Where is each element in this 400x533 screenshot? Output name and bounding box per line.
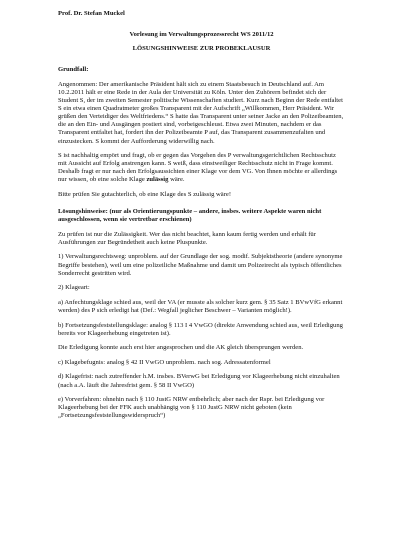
author: Prof. Dr. Stefan Muckel [58,10,125,17]
solution-item-2: 2) Klageart: [58,284,90,292]
case-paragraph-2-end: wäre. [168,176,185,184]
solution-item-2b: b) Fortsetzungsfeststellungsklage: analog § 113 I 4 VwGO (direkte Anwendung schied aus, weil Erledigung bereits vor Klageerhebung eingetreten ist). [58,321,343,337]
emphasis-zulaessig: zulässig [146,176,169,184]
solution-item-4: d) Klagefrist: nach zutreffender h.M. insbes. BVerwG bei Erledigung vor Klageerhebung nicht einzuhalten (nach a.A. läuft die Jahresfrist gem. § 58 II VwGO) [58,373,340,389]
solution-item-3: c) Klagebefugnis: analog § 42 II VwGO unproblem. nach sog. Adressatenformel [58,358,271,366]
course-title: Vorlesung im Verwaltungsprozessrecht WS 2011/12 [129,31,274,39]
document-title: LÖSUNGSHINWEISE ZUR PROBEKLAUSUR [132,45,271,53]
solution-intro: Zu prüfen ist nur die Zulässigkeit. Wer das nicht beachtet, kann kaum fertig werden und erhält für Ausführungen zur Begründetheit auch keine Pluspunkte. [58,230,316,246]
solution-item-2c: Die Erledigung konnte auch erst hier angesprochen und die AK gleich übersprungen werden. [58,344,304,352]
case-paragraph-2 [58,152,345,184]
section-heading-loesung: Lösungshinweise: (nur als Orientierungspunkte – andere, insbes. weitere Aspekte waren nicht ausgeschlossen, wenn sie vertretbar erschienen) [58,208,322,224]
case-paragraph-1: Angenommen: Der amerikanische Präsident hält sich zu einem Staatsbesuch in Deutschland auf. Am 10.2.2011 hält er eine Rede in der Aula der Universität zu Köln. Unter den Zuhörern befindet sich der Student S, der im zweiten Semester politische Wissenschaften studiert. Kurz nach Beginn der Rede entfaltet S ein etwa einen Quadratmeter großes Transparent mit der Aufschrift „Willkommen, Herr Präsident. Wir grüßen den Verteidiger des Weltfriedens.“ S hatte das Transparent unter seiner Jacke an den Polizeibeamten, die an den Ein- und Ausgängen postiert sind, vorbeigeschleust. Etwa zwei Minuten, nachdem er das Transparent entfaltet hat, fordert ihn der Polizeibeamte P auf, das Transparent zusammenzufalten und einzustecken. S kommt der Aufforderung widerwillig nach. [58,80,344,145]
case-paragraph-2-text: S ist nachhaltig empört und fragt, ob er gegen das Vorgehen des P verwaltungsgerichtlichen Rechtsschutz mit Aussicht auf Erfolg anstrengen kann. S weiß, dass einstweiliger Rechtsschutz nicht in Frage kommt. Deshalb fragt er nur nach den Erfolgsaussichten einer Klage vor dem VG. Von Ihnen möchte er allerdings nur wissen, ob eine solche Klage [58,152,338,184]
solution-item-5: e) Vorverfahren: ohnehin nach § 110 JustG NRW entbehrlich; aber nach der Rspr. bei Erledigung vor Klageerhebung bei der FFK auch unabhängig von § 110 JustG NRW nicht geboten (kein „Fortsetzungsfeststellungswiderspruch“) [58,396,325,420]
solution-item-1: 1) Verwaltungsrechtsweg: unproblem. auf der Grundlage der sog. modif. Subjektstheorie (andere synonyme Begriffe bestehen), weil um eine polizeiliche Maßnahme und damit um Polizeirecht als typisch öffentliches Sonderrecht gestritten wird. [58,253,343,277]
solution-item-2a: a) Anfechtungsklage schied aus, weil der VA (er musste als solcher kurz gem. § 35 Satz 1 BVwVfG erkannt werden) des P sich erledigt hat (Def.: Wegfall jeglicher Beschwer – Varianten möglich!). [58,298,343,314]
case-question: Bitte prüfen Sie gutachterlich, ob eine Klage des S zulässig wäre! [58,191,232,198]
section-heading-grundfall: Grundfall: [58,66,89,74]
